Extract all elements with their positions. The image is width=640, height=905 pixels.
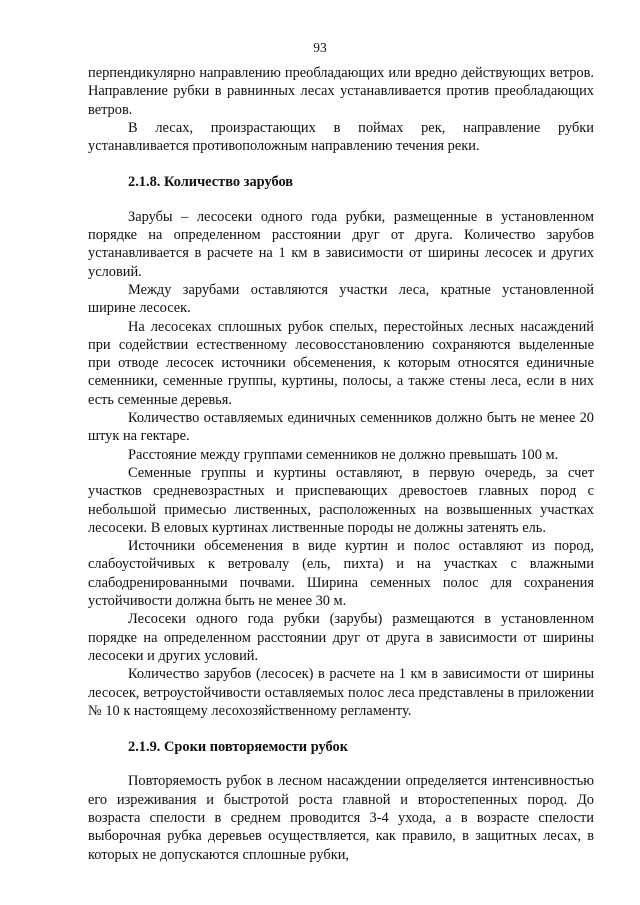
paragraph-floodplain: В лесах, произрастающих в поймах рек, направление рубки устанавливается противоположным направлению течения реки. xyxy=(88,119,594,155)
page-body xyxy=(88,64,594,864)
paragraph-seed-strips: Источники обсеменения в виде куртин и полос оставляют из пород, слабоустойчивых к ветровалу (ель, пихта) и на участках с влажными слабодренированными почвами. Ширина семенных полос для сохранения устойчивости должна быть не менее 30 м. xyxy=(88,538,594,610)
paragraph-seed-tree-count: Количество оставляемых единичных семенников должно быть не менее 20 штук на гектаре. xyxy=(88,410,594,445)
paragraph-seed-sources: На лесосеках сплошных рубок спелых, перестойных лесных насаждений при содействии естественному лесовосстановлению сохраняются выделенные при отводе лесосек источники обсеменения, к которым относятся единичные семенники, семенные группы, куртины, полосы, а также стены леса, если в них есть семенные деревья. xyxy=(88,318,594,408)
paragraph-group-distance: Расстояние между группами семенников не должно превышать 100 м. xyxy=(128,446,559,463)
paragraph-zaruby-definition: Зарубы – лесосеки одного года рубки, размещенные в установленном порядке на определенном расстоянии друг от друга. Количество зарубов устанавливается в расчете на 1 км в зависимости от ширины лесосек и других условий. xyxy=(88,208,594,280)
paragraph-continued: перпендикулярно направлению преобладающих или вредно действующих ветров. Направление рубки в равнинных лесах устанавливается против преобладающих ветров. xyxy=(88,65,594,118)
paragraph-repeatability: Повторяемость рубок в лесном насаждении определяется интенсивностью его изреживания и быстротой роста главной и второстепенных пород. До возраста спелости в среднем проводится 3-4 ухода, а в возрасте спелости выборочная рубка деревьев осуществляется, как правило, в защитных лесах, в которых не допускаются сплошные рубки, xyxy=(88,773,594,863)
section-heading-2-1-8: 2.1.8. Количество зарубов xyxy=(128,174,294,191)
paragraph-cutting-areas-placement: Лесосеки одного года рубки (зарубы) размещаются в установленном порядке на определенном расстоянии друг от друга в зависимости от ширины лесосеки и других условий. xyxy=(88,611,594,664)
paragraph-between-zaruby: Между зарубами оставляются участки леса, кратные установленной ширине лесосек. xyxy=(88,281,594,317)
section-heading-2-1-9: 2.1.9. Сроки повторяемости рубок xyxy=(128,739,349,756)
page-number: 93 xyxy=(313,40,327,55)
paragraph-appendix-reference: Количество зарубов (лесосек) в расчете на 1 км в зависимости от ширины лесосек, ветроустойчивости оставляемых полос леса представлены в приложении № 10 к настоящему лесохозяйственному регламенту. xyxy=(88,666,594,719)
paragraph-seed-groups: Семенные группы и куртины оставляют, в первую очередь, за счет участков средневозрастных и приспевающих древостоев главных пород с небольшой примесью лиственных, расположенных на возвышенных участках лесосеки. В еловых куртинах лиственные породы не должны затенять ель. xyxy=(88,464,594,536)
